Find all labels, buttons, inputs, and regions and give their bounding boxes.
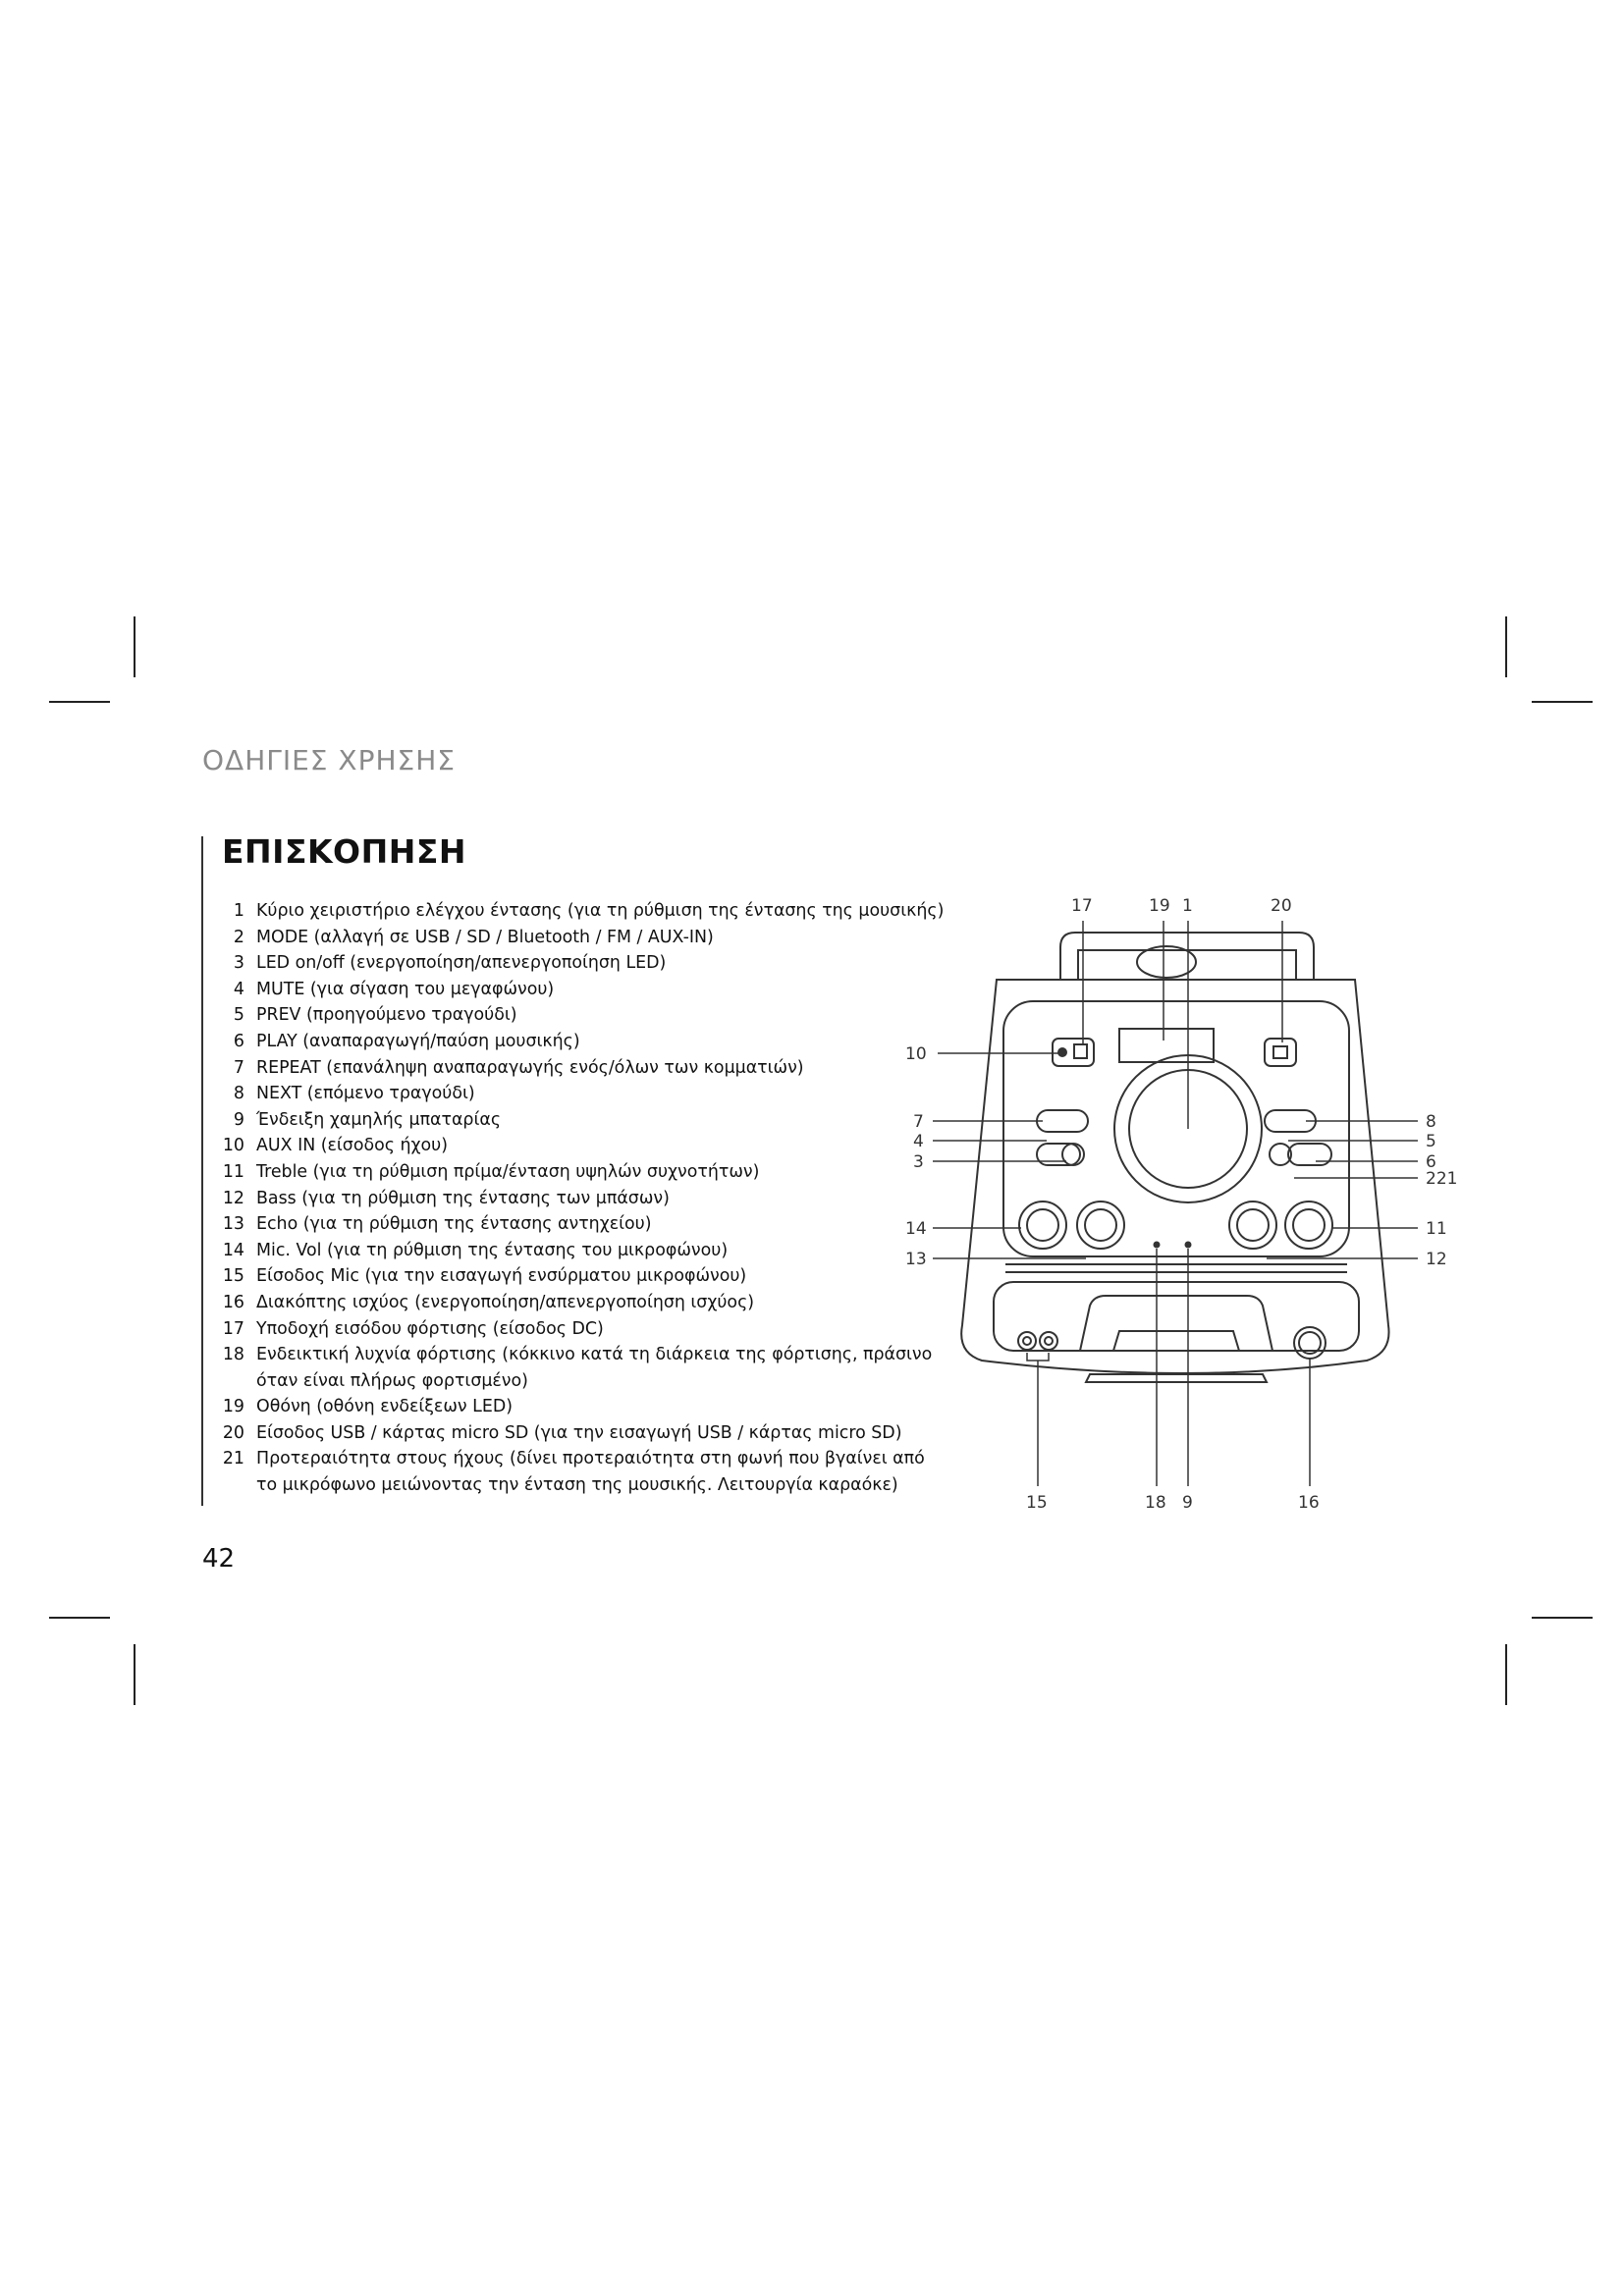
callout-8: 8	[1426, 1112, 1436, 1132]
item-text: Treble (για τη ρύθμιση πρίμα/ένταση υψηλών συχνοτήτων)	[256, 1161, 760, 1182]
item-number: 13	[222, 1214, 244, 1235]
item-number: 3	[233, 953, 244, 974]
charging-indicator	[1154, 1242, 1161, 1249]
item-number: 4	[233, 979, 244, 999]
item-number: 5	[233, 1005, 244, 1026]
aux-in-port[interactable]	[1058, 1048, 1066, 1056]
callout-6: 6	[1426, 1152, 1436, 1172]
mic-input-2[interactable]	[1040, 1332, 1057, 1350]
item-number: 9	[233, 1109, 244, 1130]
item-text: Οθόνη (οθόνη ενδείξεων LED)	[256, 1397, 513, 1417]
item-text: Echo (για τη ρύθμιση της έντασης αντηχείου)	[256, 1214, 652, 1235]
treble-knob-inner	[1293, 1209, 1325, 1241]
item-number: 12	[222, 1188, 244, 1208]
item-number: 15	[222, 1266, 244, 1287]
callout-20: 20	[1271, 896, 1292, 916]
item-number: 21	[222, 1449, 244, 1469]
echo-knob-inner	[1085, 1209, 1116, 1241]
item-number: 10	[222, 1136, 244, 1156]
section-label: ΟΔΗΓΙΕΣ ΧΡΗΣΗΣ	[202, 744, 456, 776]
callout-9: 9	[1182, 1493, 1193, 1513]
item-number: 7	[233, 1057, 244, 1078]
item-number: 11	[222, 1161, 244, 1182]
item-text: Mic. Vol (για τη ρύθμιση της έντασης του μικροφώνου)	[256, 1240, 729, 1260]
item-text: Ένδειξη χαμηλής μπαταρίας	[256, 1109, 502, 1130]
item-text: AUX IN (είσοδος ήχου)	[256, 1136, 449, 1156]
item-text: MODE (αλλαγή σε USB / SD / Bluetooth / FM / AUX-IN)	[256, 927, 714, 947]
callout-10: 10	[905, 1044, 927, 1064]
item-number: 16	[222, 1292, 244, 1312]
mic-input-2-inner	[1045, 1337, 1053, 1345]
callout-15: 15	[1026, 1493, 1048, 1513]
callout-13: 13	[905, 1250, 927, 1269]
item-text: PLAY (αναπαραγωγή/παύση μουσικής)	[256, 1031, 580, 1051]
item-text: REPEAT (επανάληψη αναπαραγωγής ενός/όλων των κομματιών)	[256, 1057, 804, 1078]
carry-slot-inner	[1113, 1331, 1239, 1351]
mic-input-1-inner	[1023, 1337, 1031, 1345]
page-number: 42	[202, 1544, 236, 1574]
item-text: Υποδοχή εισόδου φόρτισης (είσοδος DC)	[256, 1318, 604, 1339]
speaker-body	[961, 980, 1388, 1373]
item-text: Είσοδος Mic (για την εισαγωγή ενσύρματου μικροφώνου)	[256, 1266, 747, 1287]
dc-input-port[interactable]	[1074, 1044, 1087, 1058]
item-text: Bass (για τη ρύθμιση της έντασης των μπάσων)	[256, 1188, 670, 1208]
item-text: PREV (προηγούμενο τραγούδι)	[256, 1005, 517, 1026]
callout-3: 3	[913, 1152, 924, 1172]
callout-19: 19	[1149, 896, 1170, 916]
item-text: LED on/off (ενεργοποίηση/απενεργοποίηση LED)	[256, 953, 667, 974]
repeat-button[interactable]	[1037, 1110, 1088, 1132]
mic-input-1[interactable]	[1018, 1332, 1036, 1350]
callout-17: 17	[1071, 896, 1093, 916]
mic-vol-knob-inner	[1027, 1209, 1058, 1241]
usb-port-icon	[1273, 1046, 1287, 1058]
callout-221: 221	[1426, 1169, 1458, 1189]
item-number: 1	[233, 901, 244, 921]
callout-7: 7	[913, 1112, 924, 1132]
callout-12: 12	[1426, 1250, 1447, 1269]
low-battery-indicator	[1185, 1242, 1192, 1249]
callout-5: 5	[1426, 1132, 1436, 1151]
carry-slot	[1080, 1296, 1272, 1351]
item-text: Κύριο χειριστήριο ελέγχου έντασης (για τη ρύθμιση της έντασης της μουσικής)	[256, 901, 945, 921]
item-number: 8	[233, 1084, 244, 1104]
item-text: Διακόπτης ισχύος (ενεργοποίηση/απενεργοποίηση ισχύος)	[256, 1292, 755, 1312]
item-number: 20	[222, 1422, 244, 1443]
callout-18: 18	[1145, 1493, 1166, 1513]
lower-panel	[994, 1282, 1359, 1351]
leader-lines	[933, 921, 1418, 1486]
item-text-continuation: το μικρόφωνο μειώνοντας την ένταση της μουσικής. Λειτουργία καραόκε)	[256, 1475, 898, 1496]
bass-knob-inner	[1237, 1209, 1269, 1241]
usb-sd-slot[interactable]	[1265, 1039, 1296, 1066]
callout-16: 16	[1298, 1493, 1320, 1513]
item-text: Ενδεικτική λυχνία φόρτισης (κόκκινο κατά τη διάρκεια της φόρτισης, πράσινο	[256, 1345, 933, 1365]
callout-11: 11	[1426, 1219, 1447, 1239]
item-number: 18	[222, 1345, 244, 1365]
item-number: 2	[233, 927, 244, 947]
item-text: Προτεραιότητα στους ήχους (δίνει προτεραιότητα στη φωνή που βγαίνει από	[256, 1449, 925, 1469]
item-number: 14	[222, 1240, 244, 1260]
item-text: MUTE (για σίγαση του μεγαφώνου)	[256, 979, 555, 999]
callout-4: 4	[913, 1132, 924, 1151]
page-title: ΕΠΙΣΚΟΠΗΣΗ	[222, 832, 467, 871]
handle	[1060, 933, 1314, 980]
item-number: 19	[222, 1397, 244, 1417]
callout-14: 14	[905, 1219, 927, 1239]
item-number: 6	[233, 1031, 244, 1051]
base-slot	[1086, 1374, 1267, 1382]
item-text: Είσοδος USB / κάρτας micro SD (για την εισαγωγή USB / κάρτας micro SD)	[256, 1422, 902, 1443]
item-text: NEXT (επόμενο τραγούδι)	[256, 1084, 475, 1104]
callout-1: 1	[1182, 896, 1193, 916]
item-text-continuation: όταν είναι πλήρως φορτισμένο)	[256, 1370, 528, 1391]
item-number: 17	[222, 1318, 244, 1339]
